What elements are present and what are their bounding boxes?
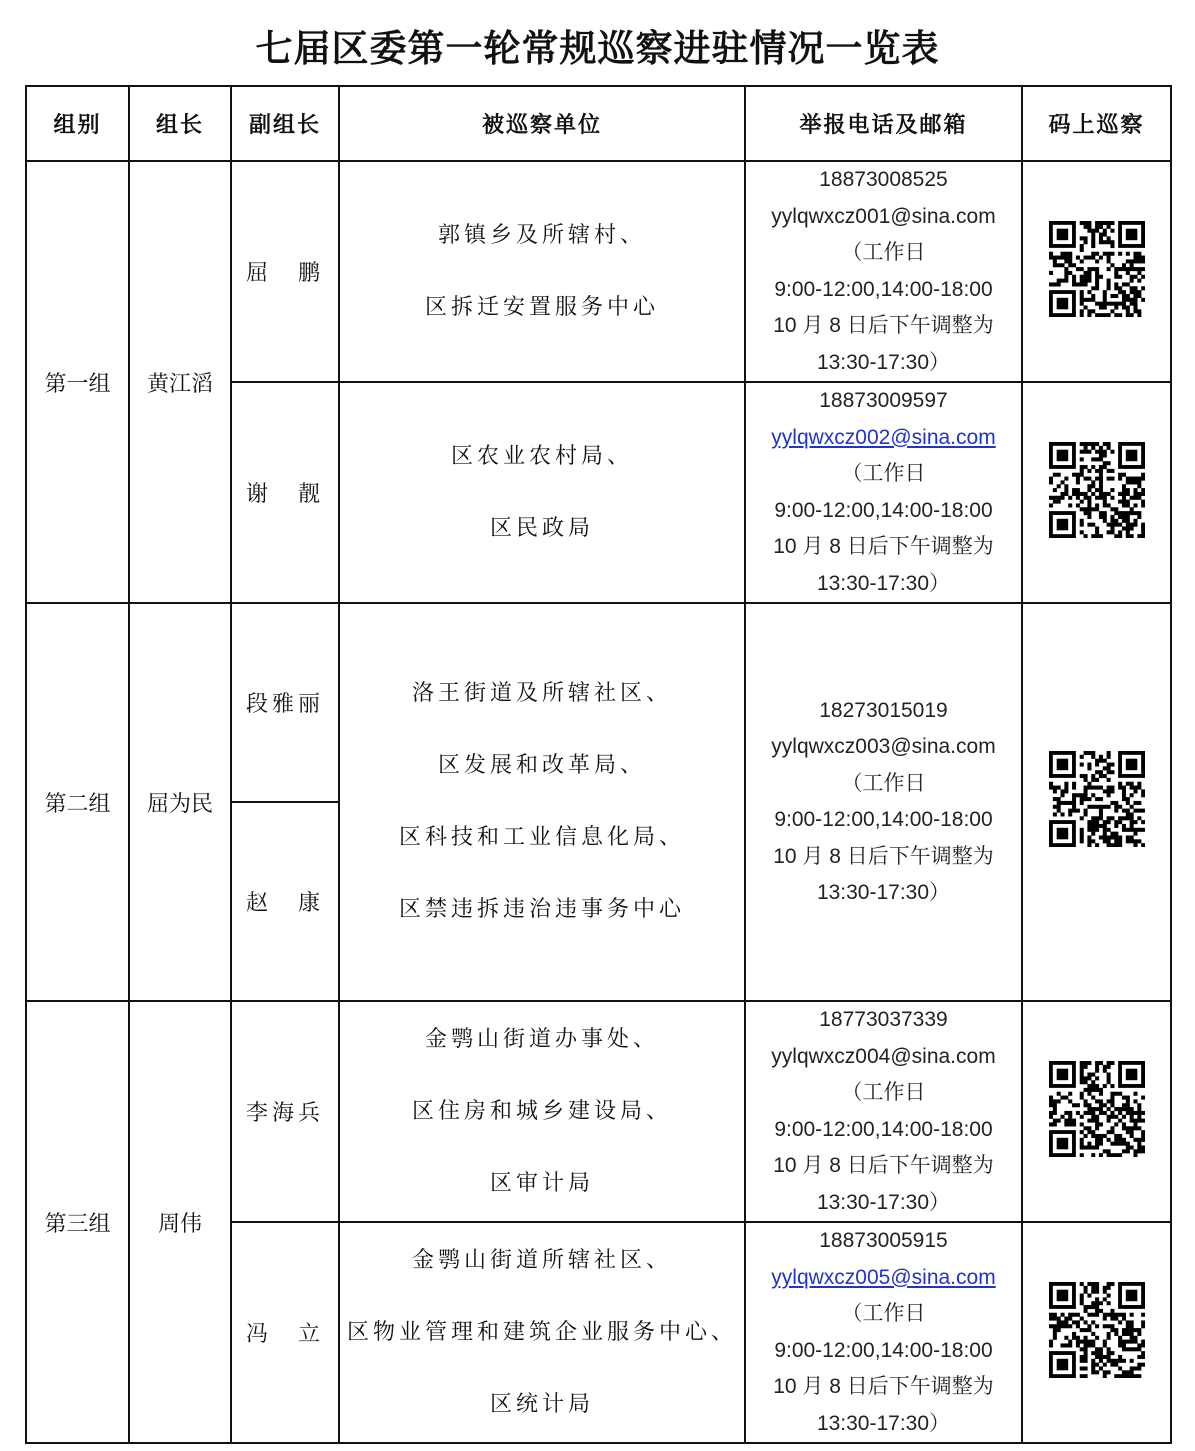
qr-cell	[1022, 161, 1171, 382]
email-link[interactable]: yylqwxcz005@sina.com	[771, 1265, 996, 1289]
header-group: 组别	[26, 86, 129, 161]
header-leader: 组长	[129, 86, 231, 161]
header-qr: 码上巡察	[1022, 86, 1171, 161]
contact-cell	[745, 603, 1022, 1001]
hours-note: 13:30-17:30）	[816, 1190, 951, 1214]
hours-note: 9:00-12:00,14:00-18:00	[774, 808, 993, 831]
unit-item: 区拆迁安置服务中心	[424, 294, 659, 320]
contact-cell	[745, 382, 1022, 603]
header-deputy: 副组长	[231, 86, 339, 161]
hours-note: 9:00-12:00,14:00-18:00	[774, 1338, 993, 1362]
hours-note: （工作日	[841, 771, 926, 795]
contact-cell	[745, 1001, 1022, 1222]
unit-item: 区物业管理和建筑企业服务中心、	[346, 1319, 737, 1345]
phone-number: 18873005915	[819, 1229, 948, 1252]
deputy-cell: 李海兵	[231, 1001, 339, 1222]
unit-item: 金鹗山街道所辖社区、	[411, 1247, 672, 1273]
unit-item: 区发展和改革局、	[437, 753, 646, 778]
unit-item: 金鹗山街道办事处、	[424, 1026, 659, 1052]
units-cell	[339, 1222, 745, 1443]
hours-note: 9:00-12:00,14:00-18:00	[774, 277, 993, 301]
unit-item: 洛王街道及所辖社区、	[411, 681, 672, 706]
unit-item: 区审计局	[489, 1170, 594, 1196]
leader-cell: 黄江滔	[129, 161, 231, 603]
unit-item: 区科技和工业信息化局、	[398, 825, 685, 850]
deputy-cell: 赵 康	[231, 802, 339, 1001]
unit-item: 郭镇乡及所辖村、	[437, 222, 646, 248]
qr-cell	[1022, 382, 1171, 603]
table-row	[26, 603, 1171, 802]
qr-cell	[1022, 1001, 1171, 1222]
email-text: yylqwxcz001@sina.com	[771, 204, 996, 228]
hours-note: 9:00-12:00,14:00-18:00	[774, 1117, 993, 1141]
unit-item: 区民政局	[489, 515, 594, 541]
hours-note: 13:30-17:30）	[816, 1411, 951, 1435]
hours-note: （工作日	[841, 1081, 926, 1104]
hours-note: （工作日	[841, 1302, 926, 1325]
page-title: 七届区委第一轮常规巡察进驻情况一览表	[255, 26, 940, 70]
deputy-cell: 冯 立	[231, 1222, 339, 1443]
header-row	[26, 86, 1171, 161]
hours-note: 10 月 8 日后下午调整为	[773, 844, 994, 868]
contact-cell	[745, 161, 1022, 382]
phone-number: 18273015019	[819, 698, 948, 722]
contact-cell	[745, 1222, 1022, 1443]
hours-note: 10 月 8 日后下午调整为	[773, 1375, 994, 1398]
phone-number: 18873009597	[819, 389, 948, 412]
hours-note: （工作日	[841, 462, 926, 485]
phone-number: 18773037339	[819, 1008, 948, 1031]
leader-cell: 屈为民	[129, 603, 231, 1001]
units-cell	[339, 161, 745, 382]
hours-note: （工作日	[841, 241, 926, 264]
email-text: yylqwxcz004@sina.com	[771, 1044, 996, 1068]
qr-code-icon	[1049, 221, 1145, 317]
hours-note: 10 月 8 日后下午调整为	[773, 314, 994, 337]
table-row	[26, 1001, 1171, 1222]
deputy-cell: 段雅丽	[231, 603, 339, 802]
hours-note: 9:00-12:00,14:00-18:00	[774, 498, 993, 522]
phone-number: 18873008525	[819, 168, 948, 191]
group-cell: 第三组	[26, 1001, 129, 1443]
hours-note: 10 月 8 日后下午调整为	[773, 1154, 994, 1177]
hours-note: 13:30-17:30）	[816, 350, 951, 374]
qr-cell	[1022, 1222, 1171, 1443]
unit-item: 区禁违拆违治违事务中心	[398, 897, 685, 922]
qr-code-icon	[1049, 751, 1145, 847]
inspection-table	[25, 85, 1172, 1444]
header-units: 被巡察单位	[339, 86, 745, 161]
unit-item: 区住房和城乡建设局、	[411, 1098, 672, 1124]
units-cell	[339, 603, 745, 1001]
email-link[interactable]: yylqwxcz002@sina.com	[771, 425, 996, 449]
header-contact: 举报电话及邮箱	[745, 86, 1022, 161]
group-cell: 第一组	[26, 161, 129, 603]
email-text: yylqwxcz003@sina.com	[771, 735, 996, 758]
group-cell: 第二组	[26, 603, 129, 1001]
hours-note: 13:30-17:30）	[816, 571, 951, 595]
units-cell	[339, 1001, 745, 1222]
unit-item: 区农业农村局、	[450, 443, 633, 469]
qr-code-icon	[1049, 1061, 1145, 1157]
unit-item: 区统计局	[489, 1391, 594, 1417]
hours-note: 13:30-17:30）	[816, 881, 951, 904]
qr-cell	[1022, 603, 1171, 1001]
qr-code-icon	[1049, 1282, 1145, 1378]
qr-code-icon	[1049, 442, 1145, 538]
leader-cell: 周伟	[129, 1001, 231, 1443]
deputy-cell: 谢 靓	[231, 382, 339, 603]
hours-note: 10 月 8 日后下午调整为	[773, 535, 994, 558]
table-row	[26, 161, 1171, 382]
units-cell	[339, 382, 745, 603]
deputy-cell: 屈 鹏	[231, 161, 339, 382]
